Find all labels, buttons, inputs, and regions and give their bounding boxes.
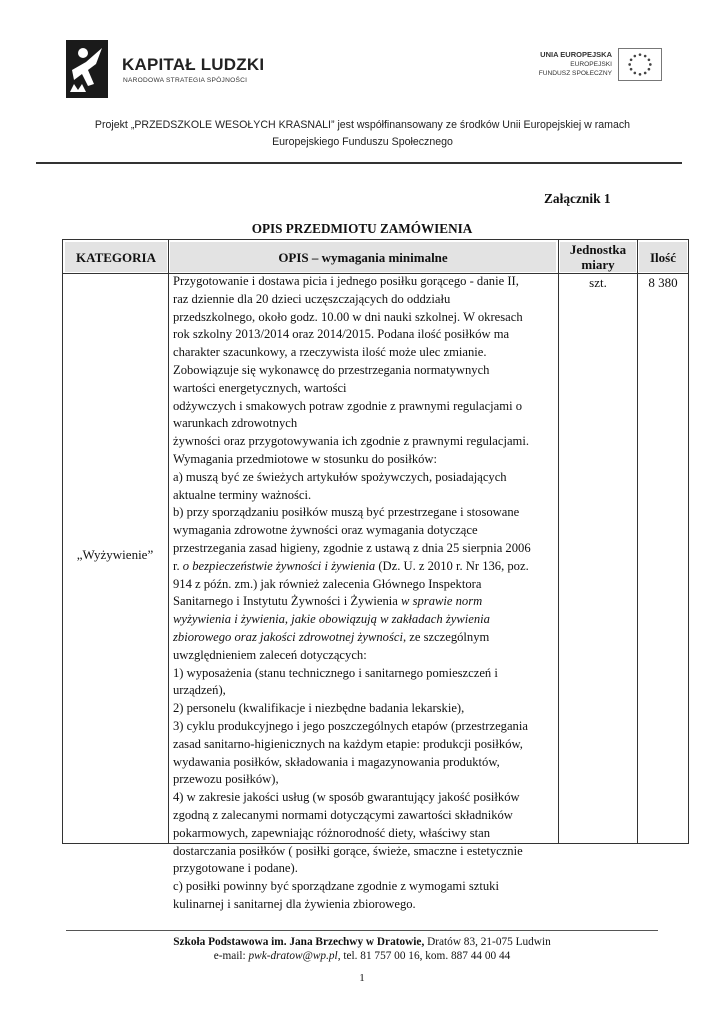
description-line: raz dziennie dla 20 dzieci uczęszczających do oddziału — [173, 291, 451, 306]
description-line: rok szkolny 2013/2014 oraz 2014/2015. Podana ilość posiłków ma — [173, 327, 510, 342]
quantity-cell: 8 380 — [648, 275, 678, 290]
description-italic-fragment: zbiorowego oraz jakości zdrowotnej żywności — [173, 629, 403, 644]
eu-logo-line3: FUNDUSZ SPOŁECZNY — [538, 70, 612, 77]
header-description: OPIS – wymagania minimalne — [170, 242, 556, 272]
header-divider — [36, 162, 682, 164]
description-line: wartości energetycznych, wartości — [173, 380, 347, 395]
description-line: wydawania posiłków, składowania i magazynowania produktów, — [173, 754, 500, 769]
annex-label: Załącznik 1 — [544, 191, 611, 206]
description-line: charakter szacunkowy, a rzeczywista ilość może ulec zmianie. — [173, 345, 487, 360]
description-line: aktualne terminy ważności. — [173, 487, 312, 502]
description-line: żywności oraz przygotowywania ich zgodnie z prawnymi regulacjami. — [173, 434, 529, 449]
page-number: 1 — [359, 972, 365, 984]
footer-email-link[interactable]: pwk-dratow@wp.pl, — [248, 950, 341, 962]
eu-logo-line1: UNIA EUROPEJSKA — [540, 50, 612, 59]
description-line: 2) personelu (kwalifikacje i niezbędne badania lekarskie), — [173, 701, 465, 716]
kl-logo-subtitle: NARODOWA STRATEGIA SPÓJNOŚCI — [123, 77, 248, 84]
description-line: 914 z późn. zm.) jak również zalecenia Głównego Inspektora — [173, 576, 482, 591]
project-line-1: Projekt „PRZEDSZKOLE WESOŁYCH KRASNALI” jest współfinansowany ze środków Unii Europejskiej w ramach — [94, 119, 631, 131]
header-unit — [560, 242, 636, 272]
description-line: 4) w zakresie jakości usług (w sposób gwarantujący jakość posiłków — [173, 790, 520, 805]
description-line: 3) cyklu produkcyjnego i jego poszczególnych etapów (przestrzegania — [173, 718, 528, 733]
description-line: dostarczania posiłków ( posiłki gorące, świeże, smaczne i estetycznie — [173, 843, 523, 858]
description-line: 1) wyposażenia (stanu technicznego i sanitarnego pomieszczeń i — [173, 665, 498, 680]
description-line: przygotowane i podane). — [173, 861, 298, 876]
description-line: wymagania zdrowotne żywności oraz wymagania dotyczące — [173, 523, 478, 538]
header-unit-line1: Jednostka — [569, 242, 627, 257]
description-line — [173, 593, 559, 611]
description-line: Zobowiązuje się wykonawcę do przestrzegania normatywnych — [173, 362, 490, 377]
description-line — [173, 611, 559, 629]
kl-logo-title: KAPITAŁ LUDZKI — [122, 55, 265, 74]
description-line: c) posiłki powinny być sporządzane zgodnie z wymogami sztuki — [173, 879, 499, 894]
footer-contact-line — [66, 948, 658, 964]
eu-logo-text — [539, 50, 612, 78]
description-line: Przygotowanie i dostawa picia i jednego posiłku gorącego - danie II, — [173, 274, 519, 288]
footer-address: Dratów 83, 21-075 Ludwin — [424, 936, 551, 948]
unit-cell: szt. — [589, 275, 607, 290]
requirements-table — [62, 239, 689, 911]
description-line: przestrzegania zasad higieny, zgodnie z ustawą z dnia 25 sierpnia 2006 — [173, 540, 531, 555]
description-line: odżywczych i smakowych potraw zgodnie z prawnymi regulacjami o — [173, 398, 523, 413]
footer-divider — [66, 930, 658, 931]
column-divider-1 — [168, 240, 169, 843]
project-line-2: Europejskiego Funduszu Społecznego — [272, 136, 453, 148]
description-line — [173, 558, 559, 576]
description-fragment: r. — [173, 558, 183, 573]
description-line: przedszkolnego, około godz. 10.00 w dni nauki szkolnej. W okresach — [173, 309, 523, 324]
project-funding-statement — [40, 117, 685, 151]
description-fragment: , ze szczególnym — [402, 629, 490, 644]
category-cell: „Wyżywienie” — [76, 547, 154, 562]
description-italic-fragment: wyżywienia i żywienia, jakie obowiązują w zakładach żywienia — [173, 612, 490, 627]
description-line: a) muszą być ze świeżych artykułów spożywczych, posiadających — [173, 469, 507, 484]
description-italic-fragment: w sprawie norm — [401, 594, 483, 609]
description-cell — [173, 273, 559, 914]
description-line: warunkach zdrowotnych — [173, 416, 298, 431]
eu-logo — [515, 48, 662, 90]
description-line: przewozu posiłków), — [173, 772, 279, 787]
document-title: OPIS PRZEDMIOTU ZAMÓWIENIA — [251, 221, 473, 236]
description-line: kulinarnej i sanitarnej dla żywienia zbiorowego. — [173, 896, 416, 911]
description-fragment: (Dz. U. z 2010 r. Nr 136, poz. — [375, 558, 529, 573]
kapital-ludzki-emblem-icon — [66, 40, 108, 98]
description-line: urządzeń), — [173, 683, 226, 698]
description-line: uwzględnieniem zaleceń dotyczących: — [173, 647, 367, 662]
description-fragment: Sanitarnego i Instytutu Żywności i Żywienia — [173, 594, 402, 609]
description-line: zasad sanitarno-higienicznych na każdym etapie: produkcji posiłków, — [173, 736, 523, 751]
column-divider-3 — [637, 240, 638, 843]
footer-email-label: e-mail: — [213, 950, 249, 962]
description-line: pokarmowych, zapewniając różnorodność diety, właściwy stan — [173, 825, 491, 840]
header-quantity: Ilość — [639, 242, 687, 272]
header-unit-line2: miary — [581, 257, 615, 272]
description-line — [173, 629, 559, 647]
footer-phones: tel. 81 757 00 16, kom. 887 44 00 44 — [340, 950, 511, 962]
description-line: Wymagania przedmiotowe w stosunku do posiłków: — [173, 451, 438, 466]
kapital-ludzki-logo — [66, 40, 266, 102]
footer-school-name: Szkoła Podstawowa im. Jana Brzechwy w Dratowie, — [173, 936, 425, 948]
description-line: zgodną z zalecanymi normami dotyczącymi zawartości składników — [173, 807, 513, 822]
description-italic-fragment: o bezpieczeństwie żywności i żywienia — [182, 558, 376, 573]
header-category: KATEGORIA — [65, 242, 167, 272]
eu-logo-line2: EUROPEJSKI — [570, 61, 612, 68]
eu-flag-icon — [618, 48, 662, 81]
description-line: b) przy sporządzaniu posiłków muszą być przestrzegane i stosowane — [173, 505, 520, 520]
